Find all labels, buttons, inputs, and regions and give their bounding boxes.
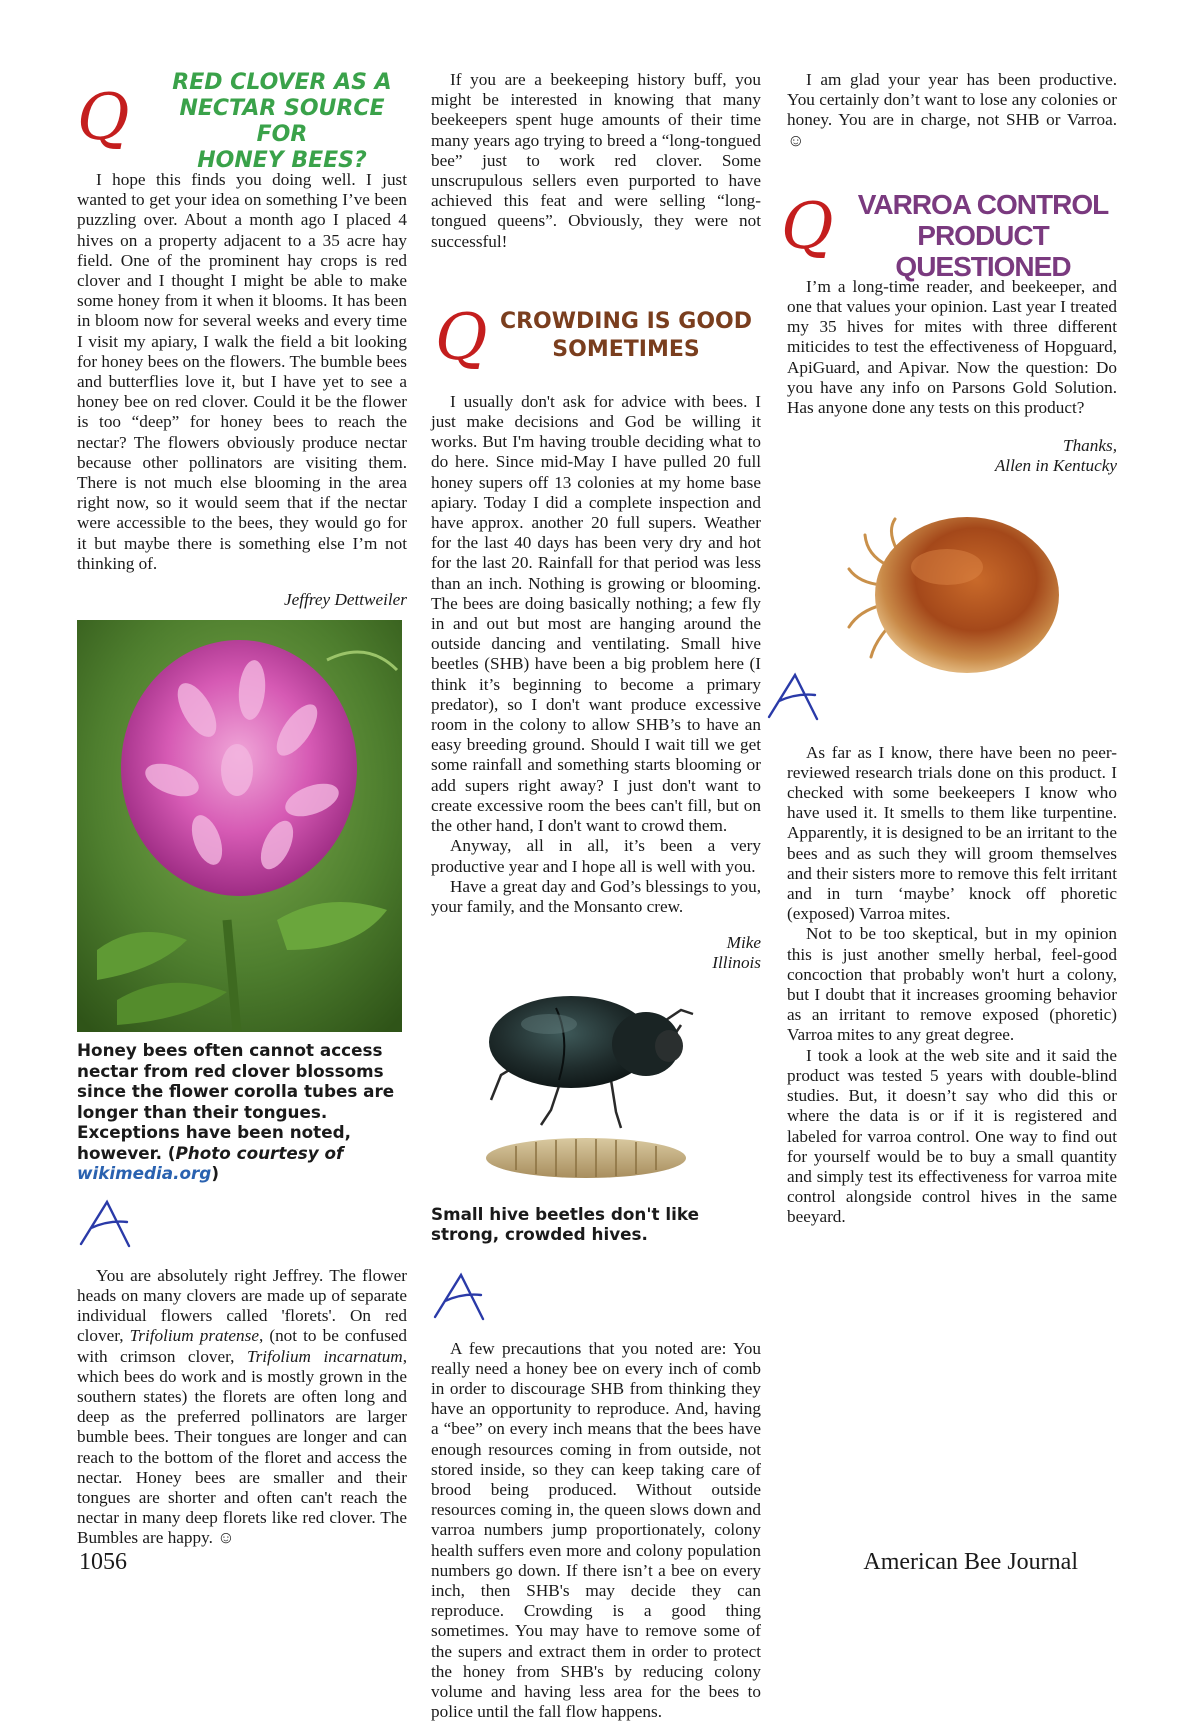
article-2-question: I usually don't ask for advice with bees. I just make decisions and God be willing it works. But I'm having trouble deciding what to do here. Since mid-May I have pulled 20 full honey supers off 13 colonies at my home base apiary. Today I did a complete inspection and have approx. another 20 full supers. Weather for the last 40 days has been very dry and hot for the last 20. Rainfall for that period was less than an inch. Nothing is growing or blooming. The bees are doing basically nothing; a few fly in and out but most are hanging around the outside dancing and ventilating. Small hive beetles (SHB) have been a big problem here (I think it’s beginning to become a primary predator), so I don't want produce excessive room in the colony to allow SHB’s to have an easy breeding ground. Should I wait till we get some rainfall and something starts blooming or add supers right away? I just don't want to create excessive room the bees can't fill, but on the other hand, I don't want to crowd them. bbox=[431, 391, 761, 836]
article-2-question: Anyway, all in all, it’s been a very productive year and I hope all is well with you. bbox=[431, 836, 761, 876]
title-line: HONEY BEES? bbox=[197, 148, 367, 173]
a-marker-icon bbox=[77, 1198, 137, 1248]
title-line: SOMETIMES bbox=[552, 336, 700, 362]
column-3 bbox=[781, 70, 1117, 1228]
q-marker: Q bbox=[435, 300, 488, 375]
caption-text: Honey bees often cannot access nectar from red clover blossoms since the flower corolla tubes are longer than their tongues. Exceptions have been noted, however. ( bbox=[77, 1040, 395, 1163]
signature-line: Thanks, bbox=[1063, 436, 1117, 456]
article-2-photo-caption: Small hive beetles don't like strong, crowded hives. bbox=[431, 1203, 699, 1245]
article-1-title bbox=[157, 70, 407, 174]
article-3-question: I’m a long-time reader, and beekeeper, and one that values your opinion. Last year I treated my 35 hives for mites with three different miticides to test the effectiveness of Hopguard, ApiGuard, and Apivar. Now the question: Do you have any info on Parsons Gold Solution. Has anyone done any tests on this product? bbox=[787, 276, 1117, 418]
article-2-answer: A few precautions that you noted are: You really need a honey bee on every inch of comb in order to discourage SHB from thinking they have an opportunity to reproduce. And, having a “bee” on every inch means that the bees have enough resources coming in from outside, not stored inside, so they can keep taking care of brood being produced. Without outside resources coming in, the queen slows down and varroa numbers jump proportionately, colony health suffers even more and colony population numbers go down. If there isn’t a bee on every inch, then SHB's may decide they can reproduce. Crowding is a good thing sometimes. You may have to remove some of the supers and extract them in order to protect the honey from SHB's by reducing colony volume and having less area for the bees to police until the fall flow happens. bbox=[431, 1338, 761, 1722]
q-marker: Q bbox=[77, 81, 130, 155]
article-3-answer: Not to be too skeptical, but in my opinion this is just another smelly herbal, feel-good concoction that probably won't hurt a colony, but I doubt that it increases grooming behavior as an irritant to remove exposed (phoretic) Varroa mites to any great degree. bbox=[787, 924, 1117, 1045]
article-3-answer: I took a look at the web site and it said the product was tested 5 years with double-blind studies. But, it doesn’t say who did this or where the data is or if it is registered and labeled for varroa control. One way to find out for yourself would be to buy a small quantity and simply test its effectiveness for varroa mite control alongside control hives in the same beeyard. bbox=[787, 1045, 1117, 1227]
title-line: CROWDING IS GOOD bbox=[499, 308, 753, 334]
article-3-heading bbox=[781, 188, 1117, 282]
article-3-title bbox=[845, 189, 1121, 282]
page-number: 1056 bbox=[79, 1549, 127, 1575]
caption-credit: Photo courtesy of bbox=[175, 1142, 344, 1163]
caption-close: ) bbox=[211, 1163, 219, 1184]
article-1-signature: Jeffrey Dettweiler bbox=[284, 590, 407, 610]
article-1-answer-cont: If you are a beekeeping history buff, you might be interested in knowing that many beekeepers spent huge amounts of their time many years ago trying to breed a “long-tongued bee” just to work red clover. Some unscrupulous sellers even purported to have achieved this feat and were selling “long-tongued queens”. Obviously, they were not successful! bbox=[431, 70, 761, 251]
scientific-name: Trifolium pratense bbox=[129, 1326, 259, 1346]
title-line: PRODUCT QUESTIONED bbox=[895, 219, 1071, 282]
article-1-photo-caption bbox=[77, 1040, 407, 1184]
varroa-mite-photo bbox=[787, 495, 1117, 695]
title-line: VARROA CONTROL bbox=[857, 188, 1109, 220]
article-1-heading bbox=[77, 70, 407, 173]
article-2-question: Have a great day and God’s blessings to you, your family, and the Monsanto crew. bbox=[431, 876, 761, 916]
small-hive-beetle-photo bbox=[431, 980, 761, 1192]
q-marker: Q bbox=[781, 189, 834, 264]
caption-link[interactable]: wikimedia.org bbox=[77, 1163, 212, 1184]
red-clover-photo bbox=[77, 620, 402, 1032]
column-2 bbox=[431, 70, 761, 1722]
signature-line: Mike bbox=[726, 933, 761, 953]
a-marker-icon bbox=[765, 671, 825, 721]
a-marker-icon bbox=[431, 1271, 491, 1321]
article-2-answer-cont: I am glad your year has been productive. You certainly don’t want to lose any colonies or honey. You are in charge, not SHB or Varroa. ☺ bbox=[787, 70, 1117, 150]
article-2-signature bbox=[431, 933, 761, 973]
title-line: RED CLOVER AS A bbox=[172, 70, 392, 95]
article-1-question: I hope this finds you doing well. I just wanted to get your idea on something I’ve been puzzling over. About a month ago I placed 4 hives on a property adjacent to a 35 acre hay field. One of the prominent hay crops is red clover and I thought I might be able to make some honey from it when it blooms. It has been in bloom now for several weeks and every time I visit my apiary, I walk the field a bit looking for honey bees on the flowers. The bumble bees and butterflies love it, but I have yet to see a honey bee on red clover. Could it be the flower is too “deep” for honey bees to reach the nectar? The flowers obviously produce nectar because other pollinators are visiting them. There is not much else blooming in the area right now, so it would seem that if the nectar were accessible to the bees, they would go for it but maybe there is something else I’m not thinking of. bbox=[77, 170, 407, 573]
signature-line: Illinois bbox=[712, 953, 761, 973]
article-2-title bbox=[491, 308, 761, 364]
article-2-heading bbox=[431, 300, 761, 375]
scientific-name: Trifolium incarnatum bbox=[246, 1346, 403, 1366]
signature-line: Allen in Kentucky bbox=[994, 456, 1117, 476]
column-1 bbox=[77, 70, 407, 1549]
title-line: NECTAR SOURCE FOR bbox=[179, 96, 385, 147]
article-1-answer: You are absolutely right Jeffrey. The flower heads on many clovers are made up of separate individual flowers called 'florets'. On red clover, Trifolium pratense, (not to be confused with crimson clover, Trifolium incarnatum, which bees do work and is mostly grown in the southern states) the florets are often long and deep as the preferred pollinators are larger bumble bees. Their tongues are longer and can reach to the bottom of the floret and access the nectar. Honey bees are smaller and their tongues are shorter and often can't reach the nectar in many deep florets like red clover. The Bumbles are happy. ☺ bbox=[77, 1265, 408, 1548]
journal-name: American Bee Journal bbox=[863, 1549, 1078, 1575]
article-3-signature bbox=[787, 436, 1117, 476]
article-3-answer: As far as I know, there have been no peer-reviewed research trials done on this product. I checked with some beekeepers I know who have used it. It smells to them like turpentine. Apparently, it is designed to be an irritant to the bees and as such they will groom themselves and their sisters more to remove this felt irritant and in turn ‘maybe’ knock off phoretic (exposed) Varroa mites. bbox=[787, 742, 1117, 924]
